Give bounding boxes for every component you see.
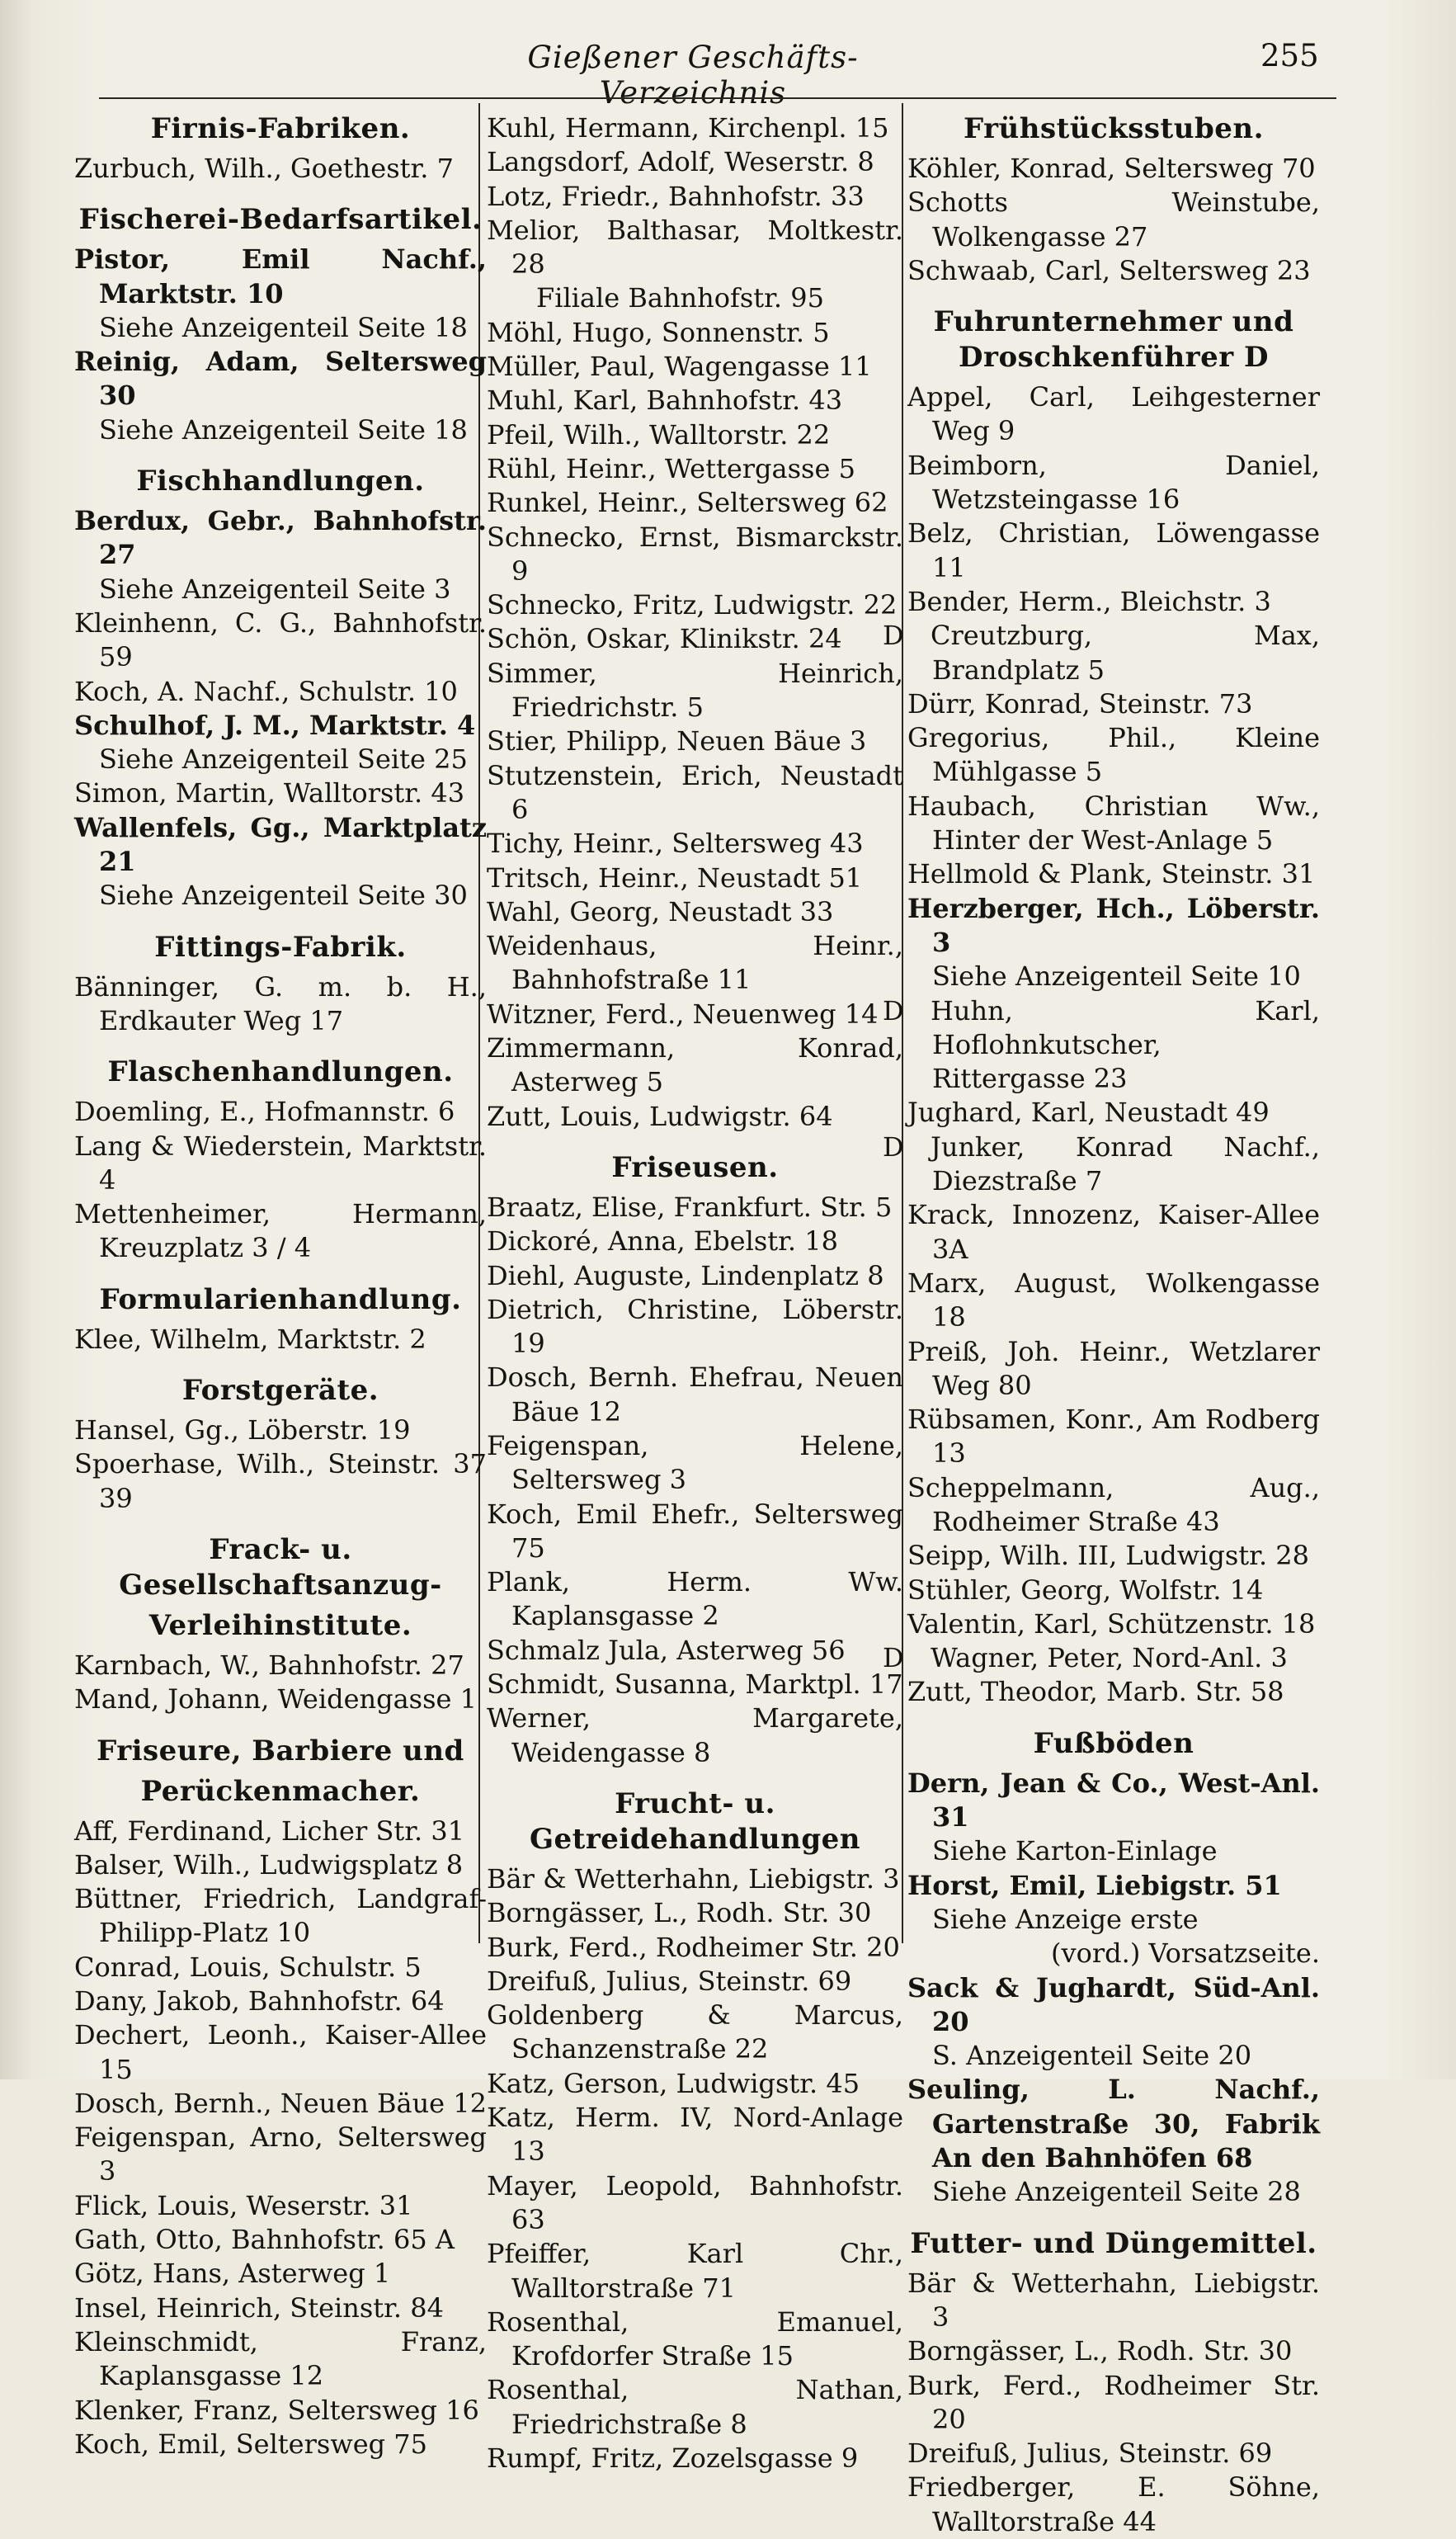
- entry-text: Belz, Christian, Löwengasse 11: [907, 517, 1320, 583]
- advertisement-note: S. Anzeigenteil Seite 20: [932, 2040, 1252, 2072]
- directory-entry: [907, 2471, 1320, 2539]
- entry-text: Klenker, Franz, Seltersweg 16: [74, 2394, 479, 2426]
- directory-entry: [907, 254, 1320, 288]
- directory-entry: [907, 1675, 1320, 1709]
- directory-entry: [487, 657, 903, 725]
- directory-entry: [907, 1971, 1320, 2040]
- directory-entry: [74, 243, 487, 311]
- entry-text: Hansel, Gg., Löberstr. 19: [74, 1414, 411, 1446]
- directory-entry: [74, 1815, 487, 1848]
- section-heading: Futter- und Düngemittel.: [910, 2226, 1317, 2260]
- entry-text: Burk, Ferd., Rodheimer Str. 20: [487, 1931, 900, 1963]
- directory-entry: [487, 2305, 903, 2374]
- directory-entry: [487, 350, 903, 384]
- directory-entry: [74, 606, 487, 675]
- directory-entry: [74, 1130, 487, 1198]
- entry-text: Klee, Wilhelm, Marktstr. 2: [74, 1323, 426, 1355]
- section-heading: Firnis-Fabriken.: [150, 112, 411, 145]
- page-number: 255: [1260, 38, 1319, 73]
- section-heading: Fischhandlungen.: [136, 465, 425, 498]
- directory-entry: [74, 2121, 487, 2189]
- entry-text: Jughard, Karl, Neustadt 49: [907, 1097, 1270, 1129]
- directory-entry: [487, 1565, 903, 1634]
- entry-text: Karnbach, W., Bahnhofstr. 27: [74, 1649, 464, 1681]
- entry-text: Haubach, Christian Ww., Hinter der West-Anlage 5: [907, 790, 1320, 857]
- directory-entry: [487, 861, 903, 895]
- directory-entry: [74, 1197, 487, 1266]
- directory-entry: [487, 1999, 903, 2067]
- directory-entry: [487, 1668, 903, 1701]
- directory-entry: [907, 1471, 1320, 1540]
- entry-text: Krack, Innozenz, Kaiser-Allee 3A: [907, 1199, 1320, 1265]
- directory-entry: [74, 2325, 487, 2394]
- directory-entry: [487, 1634, 903, 1668]
- entry-text: Dürr, Konrad, Steinstr. 73: [907, 687, 1253, 720]
- directory-entry: [487, 2101, 903, 2169]
- entry-text: Büttner, Friedrich, Landgraf-Philipp-Platz 10: [74, 1883, 487, 1949]
- directory-entry: [487, 418, 903, 452]
- directory-entry: [74, 811, 487, 880]
- entry-text: Gath, Otto, Bahnhofstr. 65 A: [74, 2224, 455, 2256]
- entry-text: Diehl, Auguste, Lindenplatz 8: [487, 1259, 884, 1291]
- entry-text: Mettenheimer, Hermann, Kreuzplatz 3 / 4: [74, 1198, 487, 1264]
- entry-text: Schmalz Jula, Asterweg 56: [487, 1634, 846, 1666]
- entry-text: Schnecko, Ernst, Bismarckstr. 9: [487, 521, 903, 587]
- entry-text: Pfeil, Wilh., Walltorstr. 22: [487, 418, 831, 451]
- directory-entry: [74, 776, 487, 810]
- directory-entry: [487, 1931, 903, 1965]
- directory-entry: [487, 214, 903, 282]
- directory-entry: [487, 521, 903, 589]
- entry-text: Creutzburg, Max, Brandplatz 5: [931, 620, 1320, 686]
- entry-text: Möhl, Hugo, Sonnenstr. 5: [487, 316, 830, 348]
- entry-text: Flick, Louis, Weserstr. 31: [74, 2189, 413, 2221]
- directory-entry: [74, 2087, 487, 2121]
- entry-text: Dreifuß, Julius, Steinstr. 69: [907, 2438, 1273, 2470]
- entry-text: Plank, Herm. Ww. Kaplansgasse 2: [487, 1566, 903, 1632]
- directory-entry: [74, 504, 487, 573]
- directory-entry: [487, 759, 903, 828]
- entry-text: Dietrich, Christine, Löberstr. 19: [487, 1293, 903, 1360]
- directory-entry: [487, 1862, 903, 1896]
- directory-entry: [74, 1447, 487, 1516]
- section-heading: Flaschenhandlungen.: [107, 1055, 454, 1089]
- entry-text: Schulhof, J. M., Marktstr. 4: [74, 709, 476, 741]
- entry-text: Schnecko, Fritz, Ludwigstr. 22: [487, 589, 898, 621]
- entry-text: Runkel, Heinr., Seltersweg 62: [487, 487, 888, 519]
- entry-text: Balser, Wilh., Ludwigsplatz 8: [74, 1848, 464, 1881]
- directory-entry: [487, 1965, 903, 1999]
- entry-text: Müller, Paul, Wagengasse 11: [487, 351, 872, 383]
- entry-text: Goldenberg & Marcus, Schanzenstraße 22: [487, 1999, 903, 2065]
- directory-entry: [74, 1413, 487, 1447]
- entry-text: Bender, Herm., Bleichstr. 3: [907, 585, 1271, 617]
- directory-entry: [907, 790, 1320, 858]
- entry-text: Herzberger, Hch., Löberstr. 3: [907, 892, 1320, 958]
- advertisement-note: (vord.) Vorsatzseite.: [1051, 1937, 1320, 1970]
- directory-entry: [907, 186, 1320, 254]
- entry-text: Stutzenstein, Erich, Neustadt 6: [487, 759, 903, 825]
- directory-entry: [487, 1429, 903, 1498]
- column-3: [883, 111, 1320, 2539]
- advertisement-note: Siehe Anzeige erste: [932, 1903, 1199, 1935]
- entry-text: Koch, Emil Ehefr., Seltersweg 75: [487, 1498, 903, 1564]
- entry-text: Beimborn, Daniel, Wetzsteingasse 16: [907, 449, 1320, 516]
- directory-entry: [907, 2369, 1320, 2438]
- entry-text: Doemling, E., Hofmannstr. 6: [74, 1096, 455, 1128]
- entry-marker: D: [883, 1130, 904, 1163]
- entry-text: Dickoré, Anna, Ebelstr. 18: [487, 1225, 838, 1258]
- directory-entry: [487, 1498, 903, 1566]
- entry-text: Witzner, Ferd., Neuenweg 14: [487, 998, 879, 1030]
- entry-text: Mayer, Leopold, Bahnhofstr. 63: [487, 2169, 903, 2235]
- directory-entry: [487, 895, 903, 929]
- section-subheading: Verleihinstitute.: [148, 1608, 412, 1642]
- directory-entry: [74, 2428, 487, 2461]
- directory-entry: [74, 1095, 487, 1129]
- entry-text: Zutt, Louis, Ludwigstr. 64: [487, 1100, 833, 1132]
- directory-entry: [74, 2223, 487, 2257]
- entry-text: Rosenthal, Emanuel, Krofdorfer Straße 15: [487, 2305, 903, 2372]
- entry-text: Dern, Jean & Co., West-Anl. 31: [907, 1767, 1320, 1833]
- entry-text: Aff, Ferdinand, Licher Str. 31: [74, 1815, 465, 1847]
- entry-text: Berdux, Gebr., Bahnhofstr. 27: [74, 505, 487, 571]
- entry-text: Stier, Philipp, Neuen Bäue 3: [487, 725, 867, 757]
- advertisement-note: Siehe Anzeigenteil Seite 28: [932, 2176, 1301, 2208]
- entry-text: Zurbuch, Wilh., Goethestr. 7: [74, 153, 454, 184]
- directory-entry: [487, 1293, 903, 1362]
- entry-text: Wahl, Georg, Neustadt 33: [487, 895, 834, 927]
- entry-text: Kuhl, Hermann, Kirchenpl. 15: [487, 112, 889, 144]
- directory-entry: [907, 892, 1320, 960]
- directory-entry: [74, 1882, 487, 1951]
- entry-text: Friedberger, E. Söhne, Walltorstraße 44: [907, 2471, 1320, 2537]
- entry-text: Rühl, Heinr., Wettergasse 5: [487, 452, 855, 484]
- directory-entry: [74, 2018, 487, 2087]
- entry-text: Braatz, Elise, Frankfurt. Str. 5: [487, 1191, 893, 1223]
- section-subheading: Perückenmacher.: [140, 1774, 421, 1808]
- entry-text: Simon, Martin, Walltorstr. 43: [74, 777, 465, 809]
- section-heading: Formularienhandlung.: [99, 1282, 462, 1316]
- directory-entry: [883, 994, 1320, 1097]
- section-heading: Frühstücksstuben.: [964, 112, 1264, 145]
- directory-entry: [487, 2169, 903, 2238]
- directory-entry: [487, 281, 903, 315]
- entry-text: Horst, Emil, Liebigstr. 51: [907, 1869, 1282, 1901]
- entry-marker: D: [883, 1642, 904, 1674]
- directory-entry: [907, 1267, 1320, 1335]
- directory-entry: [907, 1198, 1320, 1267]
- directory-entry: [487, 1031, 903, 1100]
- directory-entry: [487, 316, 903, 350]
- entry-text: Simmer, Heinrich, Friedrichstr. 5: [487, 657, 903, 724]
- directory-entry: [487, 486, 903, 520]
- directory-entry: [907, 449, 1320, 517]
- directory-entry: [74, 2189, 487, 2223]
- directory-entry: [883, 1130, 1320, 1199]
- directory-entry: [907, 1335, 1320, 1404]
- directory-entry: [487, 929, 903, 998]
- directory-entry: [907, 1767, 1320, 1835]
- section-heading: Friseusen.: [611, 1150, 779, 1184]
- entry-text: Feigenspan, Arno, Seltersweg 3: [74, 2121, 487, 2187]
- entry-text: Appel, Carl, Leihgesterner Weg 9: [907, 381, 1320, 447]
- section-heading: Fittings-Fabrik.: [154, 930, 407, 964]
- directory-entry: [907, 2267, 1320, 2335]
- directory-entry: [907, 585, 1320, 619]
- directory-entry: [487, 145, 903, 179]
- entry-text: Götz, Hans, Asterweg 1: [74, 2258, 391, 2290]
- entry-text: Melior, Balthasar, Moltkestr. 28: [487, 214, 903, 281]
- entry-text: Gregorius, Phil., Kleine Mühlgasse 5: [907, 722, 1320, 788]
- entry-text: Rübsamen, Konr., Am Rodberg 13: [907, 1404, 1320, 1470]
- directory-entry: [487, 2237, 903, 2305]
- entry-text: Werner, Margarete, Weidengasse 8: [487, 1702, 903, 1768]
- entry-text: Koch, A. Nachf., Schulstr. 10: [74, 675, 458, 707]
- directory-entry: [487, 622, 903, 656]
- entry-text: Junker, Konrad Nachf., Diezstraße 7: [931, 1130, 1320, 1197]
- directory-entry: [907, 2334, 1320, 2368]
- directory-entry: [883, 619, 1320, 687]
- entry-text: Bär & Wetterhahn, Liebigstr. 3: [907, 2267, 1320, 2333]
- section-heading: Forstgeräte.: [181, 1374, 379, 1408]
- entry-text: Weidenhaus, Heinr., Bahnhofstraße 11: [487, 930, 903, 996]
- entry-text: Wagner, Peter, Nord-Anl. 3: [931, 1642, 1288, 1674]
- directory-entry: [74, 1984, 487, 2018]
- directory-entry: [74, 1682, 487, 1716]
- column-2: [487, 111, 903, 2475]
- advertisement-note: Siehe Anzeigenteil Seite 30: [99, 880, 468, 912]
- section-heading: Fuhrunternehmer und Droschkenführer D: [933, 305, 1294, 375]
- entry-text: Schwaab, Carl, Seltersweg 23: [907, 254, 1311, 286]
- entry-text: Conrad, Louis, Schulstr. 5: [74, 1951, 422, 1983]
- directory-entry: [74, 970, 487, 1039]
- advertisement-note: Siehe Anzeigenteil Seite 25: [99, 743, 468, 776]
- advertisement-note: Siehe Karton-Einlage: [932, 1835, 1218, 1867]
- section-heading: Friseure, Barbiere und: [97, 1734, 464, 1767]
- entry-text: Borngässer, L., Rodh. Str. 30: [487, 1897, 872, 1929]
- directory-entry: [487, 1361, 903, 1429]
- directory-entry: [907, 1607, 1320, 1641]
- entry-text: Zutt, Theodor, Marb. Str. 58: [907, 1676, 1284, 1708]
- directory-entry: [487, 724, 903, 758]
- entry-text: Schmidt, Susanna, Marktpl. 17: [487, 1668, 903, 1701]
- entry-text: Burk, Ferd., Rodheimer Str. 20: [907, 2369, 1320, 2435]
- entry-text: Wallenfels, Gg., Marktplatz 21: [74, 811, 487, 878]
- entry-text: Kleinschmidt, Franz, Kaplansgasse 12: [74, 2325, 487, 2392]
- directory-entry: [883, 1641, 1320, 1675]
- directory-entry: [487, 1701, 903, 1770]
- directory-entry: [74, 675, 487, 709]
- entry-text: Dany, Jakob, Bahnhofstr. 64: [74, 1984, 445, 2017]
- section-heading: Fußböden: [1033, 1726, 1194, 1760]
- directory-entry: [74, 1323, 487, 1357]
- entry-text: Schön, Oskar, Klinikstr. 24: [487, 623, 842, 655]
- directory-entry: [74, 152, 487, 186]
- column-1: [74, 111, 487, 2461]
- entry-text: Zimmermann, Konrad, Asterweg 5: [487, 1032, 903, 1098]
- directory-entry: [74, 2257, 487, 2291]
- directory-entry: [907, 687, 1320, 721]
- directory-entry: [907, 2073, 1320, 2175]
- directory-entry: [907, 1096, 1320, 1130]
- entry-text: Seuling, L. Nachf., Gartenstraße 30, Fabrik An den Bahnhöfen 68: [907, 2074, 1320, 2174]
- directory-entry: [74, 1848, 487, 1882]
- entry-text: Katz, Herm. IV, Nord-Anlage 13: [487, 2102, 903, 2168]
- directory-entry: [487, 588, 903, 622]
- entry-text: Langsdorf, Adolf, Weserstr. 8: [487, 146, 874, 178]
- entry-text: Sack & Jughardt, Süd-Anl. 20: [907, 1971, 1320, 2037]
- directory-entry: [907, 380, 1320, 449]
- directory-entry: [907, 721, 1320, 790]
- directory-entry: [487, 111, 903, 145]
- directory-entry: [907, 857, 1320, 891]
- running-head: Gießener Geschäfts-Verzeichnis: [527, 40, 859, 111]
- section-heading: Frack- u. Gesellschaftsanzug-: [119, 1532, 442, 1602]
- directory-entry: [907, 1869, 1320, 1903]
- entry-text: Koch, Emil, Seltersweg 75: [74, 2428, 428, 2460]
- directory-entry: [74, 2394, 487, 2428]
- entry-text: Katz, Gerson, Ludwigstr. 45: [487, 2067, 860, 2099]
- entry-text: Huhn, Karl, Hoflohnkutscher, Rittergasse 23: [931, 994, 1320, 1095]
- advertisement-note: Siehe Anzeigenteil Seite 10: [932, 960, 1301, 993]
- entry-text: Dosch, Bernh. Ehefrau, Neuen Bäue 12: [487, 1362, 903, 1428]
- entry-text: Valentin, Karl, Schützenstr. 18: [907, 1607, 1316, 1640]
- entry-text: Insel, Heinrich, Steinstr. 84: [74, 2291, 444, 2324]
- entry-text: Lotz, Friedr., Bahnhofstr. 33: [487, 180, 865, 212]
- entry-text: Spoerhase, Wilh., Steinstr. 37 39: [74, 1448, 487, 1514]
- entry-text: Feigenspan, Helene, Seltersweg 3: [487, 1429, 903, 1496]
- directory-entry: [487, 1191, 903, 1225]
- entry-text: Marx, August, Wolkengasse 18: [907, 1267, 1320, 1333]
- directory-entry: [487, 180, 903, 214]
- directory-entry: [74, 1951, 487, 1984]
- directory-entry: [487, 2067, 903, 2101]
- directory-entry: [487, 384, 903, 418]
- advertisement-note: Siehe Anzeigenteil Seite 18: [99, 413, 468, 446]
- directory-entry: [487, 1259, 903, 1293]
- directory-entry: [74, 1649, 487, 1682]
- entry-text: Seipp, Wilh. III, Ludwigstr. 28: [907, 1540, 1309, 1572]
- directory-entry: [907, 1539, 1320, 1573]
- advertisement-note: Siehe Anzeigenteil Seite 18: [99, 311, 468, 343]
- directory-entry: [907, 1574, 1320, 1607]
- entry-text: Kleinhenn, C. G., Bahnhofstr. 59: [74, 606, 487, 673]
- entry-text: Pfeiffer, Karl Chr., Walltorstraße 71: [487, 2238, 903, 2304]
- entry-marker: D: [883, 994, 904, 1026]
- section-heading: Fischerei-Bedarfsartikel.: [78, 203, 483, 237]
- entry-text: Borngässer, L., Rodh. Str. 30: [907, 2335, 1293, 2367]
- directory-entry: [487, 998, 903, 1031]
- entry-text: Köhler, Konrad, Seltersweg 70: [907, 153, 1316, 184]
- entry-text: Filiale Bahnhofstr. 95: [536, 282, 824, 314]
- entry-text: Rosenthal, Nathan, Friedrichstraße 8: [487, 2374, 903, 2440]
- directory-entry: [74, 709, 487, 743]
- entry-text: Schotts Weinstube, Wolkengasse 27: [907, 186, 1320, 252]
- directory-entry: [487, 2373, 903, 2442]
- entry-text: Lang & Wiederstein, Marktstr. 4: [74, 1130, 487, 1196]
- entry-text: Pistor, Emil Nachf., Marktstr. 10: [74, 243, 487, 309]
- entry-text: Bänninger, G. m. b. H., Erdkauter Weg 17: [74, 970, 487, 1036]
- entry-text: Mand, Johann, Weidengasse 1: [74, 1683, 477, 1715]
- entry-text: Bär & Wetterhahn, Liebigstr. 3: [487, 1862, 900, 1895]
- section-heading: Frucht- u. Getreidehandlungen: [530, 1786, 860, 1856]
- directory-entry: [907, 152, 1320, 186]
- entry-text: Dechert, Leonh., Kaiser-Allee 15: [74, 2019, 487, 2085]
- directory-entry: [74, 2291, 487, 2325]
- directory-entry: [487, 1225, 903, 1258]
- entry-text: Tritsch, Heinr., Neustadt 51: [487, 861, 863, 894]
- directory-entry: [487, 827, 903, 861]
- entry-text: Dreifuß, Julius, Steinstr. 69: [487, 1965, 852, 1997]
- entry-text: Scheppelmann, Aug., Rodheimer Straße 43: [907, 1471, 1320, 1537]
- directory-entry: [907, 1403, 1320, 1471]
- entry-text: Preiß, Joh. Heinr., Wetzlarer Weg 80: [907, 1335, 1320, 1401]
- directory-entry: [74, 345, 487, 413]
- entry-text: Tichy, Heinr., Seltersweg 43: [487, 828, 864, 860]
- advertisement-note: Siehe Anzeigenteil Seite 3: [99, 573, 451, 605]
- entry-text: Dosch, Bernh., Neuen Bäue 12: [74, 2087, 487, 2119]
- header-rule: [99, 97, 1336, 99]
- entry-text: Reinig, Adam, Seltersweg 30: [74, 346, 487, 412]
- directory-entry: [907, 2437, 1320, 2471]
- directory-entry: [487, 452, 903, 486]
- directory-entry: [907, 517, 1320, 585]
- entry-marker: D: [883, 620, 904, 652]
- directory-entry: [487, 1896, 903, 1930]
- entry-text: Stühler, Georg, Wolfstr. 14: [907, 1574, 1264, 1606]
- entry-text: Muhl, Karl, Bahnhofstr. 43: [487, 385, 843, 417]
- entry-text: Rumpf, Fritz, Zozelsgasse 9: [487, 2442, 859, 2474]
- entry-text: Hellmold & Plank, Steinstr. 31: [907, 858, 1316, 890]
- directory-entry: [487, 2442, 903, 2475]
- directory-entry: [487, 1100, 903, 1134]
